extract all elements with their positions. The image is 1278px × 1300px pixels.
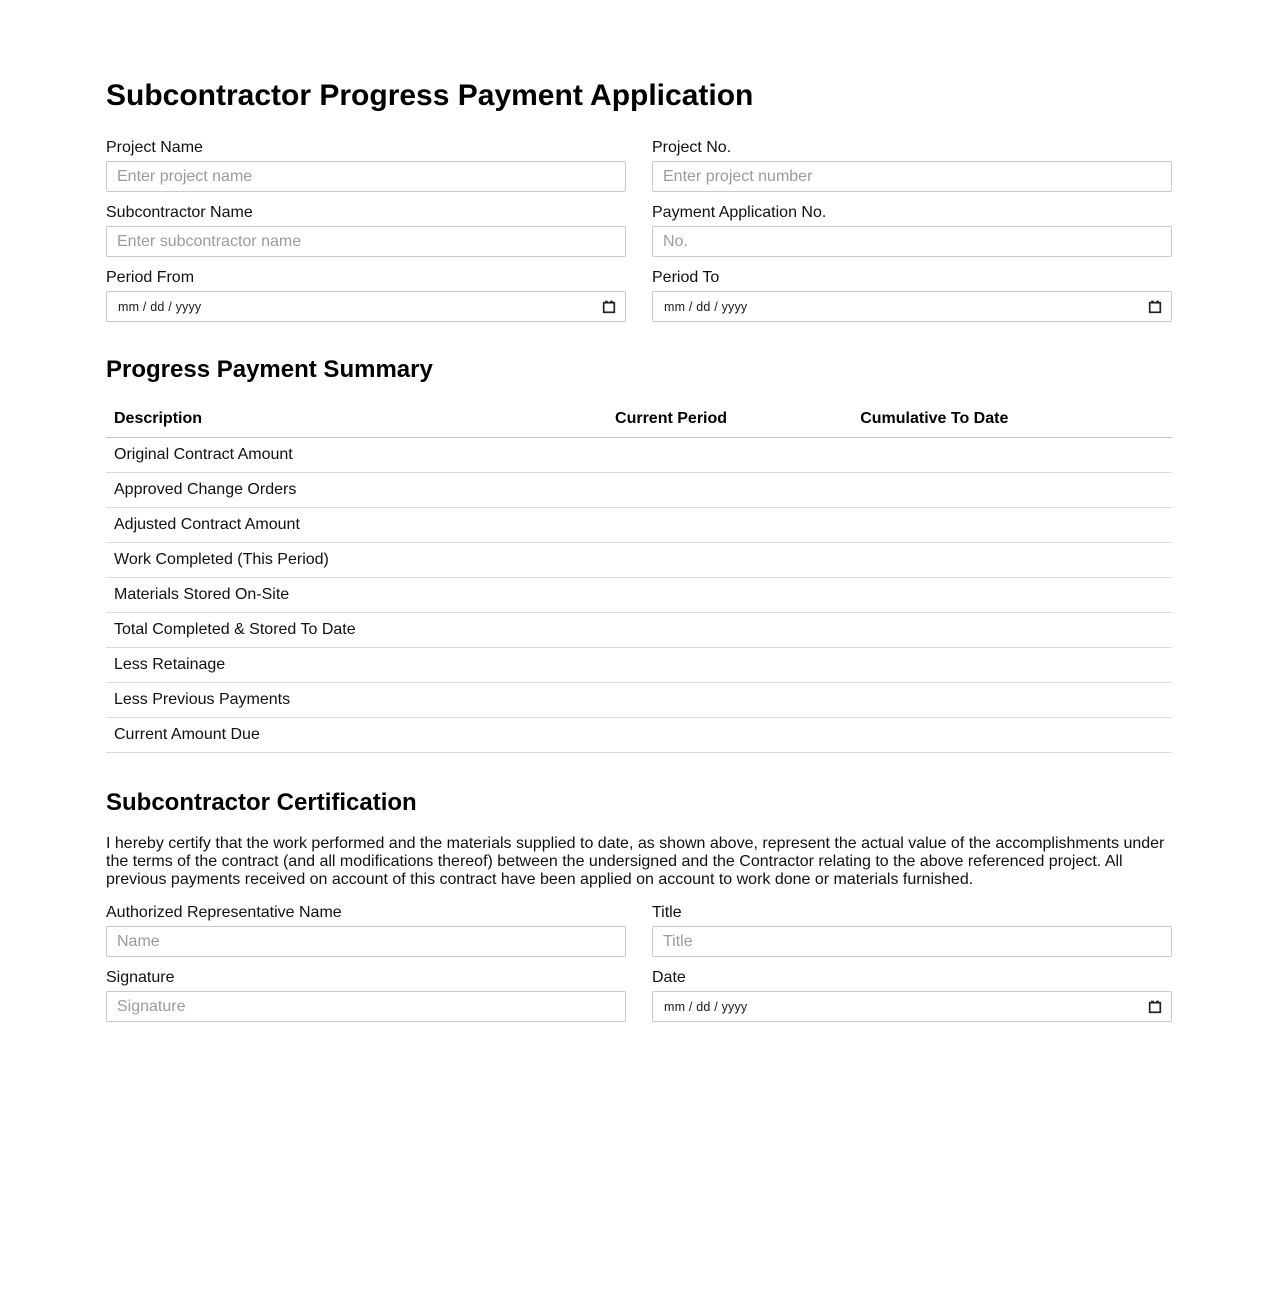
table-row bbox=[106, 543, 1172, 578]
table-row bbox=[106, 718, 1172, 753]
cell-cumulative-to-date bbox=[852, 683, 1172, 718]
title-label: Title bbox=[652, 904, 682, 921]
cell-current-period bbox=[607, 508, 852, 543]
column-header-current-period: Current Period bbox=[607, 402, 852, 438]
cell-cumulative-to-date bbox=[852, 508, 1172, 543]
period-to-date-value: mm / dd / yyyy bbox=[664, 299, 748, 314]
payment-application-no-input[interactable] bbox=[652, 226, 1172, 257]
field-authorized-representative-name bbox=[106, 904, 626, 957]
cell-current-period bbox=[607, 473, 852, 508]
period-from-label: Period From bbox=[106, 269, 195, 286]
certification-date-input[interactable] bbox=[652, 991, 1172, 1022]
certification-date-value: mm / dd / yyyy bbox=[664, 999, 748, 1014]
cell-cumulative-to-date bbox=[852, 718, 1172, 753]
cell-current-period bbox=[607, 718, 852, 753]
project-no-label: Project No. bbox=[652, 139, 732, 156]
table-row bbox=[106, 578, 1172, 613]
cell-cumulative-to-date bbox=[852, 543, 1172, 578]
field-signature bbox=[106, 969, 626, 1022]
row-description: Less Retainage bbox=[106, 648, 607, 683]
date-label: Date bbox=[652, 969, 686, 986]
summary-table bbox=[106, 402, 1172, 753]
summary-heading: Progress Payment Summary bbox=[106, 356, 433, 383]
cell-cumulative-to-date bbox=[852, 613, 1172, 648]
table-row bbox=[106, 473, 1172, 508]
period-to-label: Period To bbox=[652, 269, 720, 286]
subcontractor-name-label: Subcontractor Name bbox=[106, 204, 253, 221]
certification-text: I hereby certify that the work performed and the materials supplied to date, as shown above, represent the actual value of the accomplishments under the terms of the contract (and all modifications thereof) between the undersigned and the Contractor relating to the above referenced project. All previous payments received on account of this contract have been applied on account to work done or materials furnished. bbox=[106, 835, 1165, 888]
row-description: Materials Stored On-Site bbox=[106, 578, 607, 613]
title-input[interactable] bbox=[652, 926, 1172, 957]
calendar-icon[interactable] bbox=[1148, 300, 1162, 314]
table-row bbox=[106, 613, 1172, 648]
row-description: Original Contract Amount bbox=[106, 438, 607, 473]
signature-input[interactable] bbox=[106, 991, 626, 1022]
cell-current-period bbox=[607, 683, 852, 718]
calendar-icon[interactable] bbox=[1148, 1000, 1162, 1014]
field-period-to bbox=[652, 269, 1172, 322]
field-date bbox=[652, 969, 1172, 1022]
cell-current-period bbox=[607, 613, 852, 648]
cell-cumulative-to-date bbox=[852, 438, 1172, 473]
period-to-date-input[interactable] bbox=[652, 291, 1172, 322]
payment-application-no-label: Payment Application No. bbox=[652, 204, 827, 221]
row-description: Work Completed (This Period) bbox=[106, 543, 607, 578]
cell-cumulative-to-date bbox=[852, 473, 1172, 508]
row-description: Approved Change Orders bbox=[106, 473, 607, 508]
cell-current-period bbox=[607, 543, 852, 578]
signature-label: Signature bbox=[106, 969, 175, 986]
field-title bbox=[652, 904, 1172, 957]
calendar-icon[interactable] bbox=[602, 300, 616, 314]
field-period-from bbox=[106, 269, 626, 322]
project-name-input[interactable] bbox=[106, 161, 626, 192]
table-row bbox=[106, 683, 1172, 718]
field-project-name bbox=[106, 139, 626, 192]
cell-current-period bbox=[607, 648, 852, 683]
table-row bbox=[106, 648, 1172, 683]
cell-current-period bbox=[607, 578, 852, 613]
field-payment-application-no bbox=[652, 204, 1172, 257]
authorized-representative-name-input[interactable] bbox=[106, 926, 626, 957]
column-header-description: Description bbox=[106, 402, 607, 438]
table-row bbox=[106, 438, 1172, 473]
project-name-label: Project Name bbox=[106, 139, 203, 156]
page-title: Subcontractor Progress Payment Application bbox=[106, 79, 754, 112]
row-description: Less Previous Payments bbox=[106, 683, 607, 718]
summary-header-row bbox=[106, 402, 1172, 438]
progress-payment-summary-section bbox=[106, 356, 1172, 753]
field-project-no bbox=[652, 139, 1172, 192]
subcontractor-certification-section bbox=[106, 789, 1172, 1034]
cell-cumulative-to-date bbox=[852, 648, 1172, 683]
certification-heading: Subcontractor Certification bbox=[106, 789, 417, 816]
cell-cumulative-to-date bbox=[852, 578, 1172, 613]
row-description: Total Completed & Stored To Date bbox=[106, 613, 607, 648]
period-from-date-input[interactable] bbox=[106, 291, 626, 322]
table-row bbox=[106, 508, 1172, 543]
cell-current-period bbox=[607, 438, 852, 473]
column-header-cumulative-to-date: Cumulative To Date bbox=[852, 402, 1172, 438]
project-no-input[interactable] bbox=[652, 161, 1172, 192]
header-form bbox=[106, 139, 1172, 334]
subcontractor-name-input[interactable] bbox=[106, 226, 626, 257]
certification-form bbox=[106, 904, 1172, 1034]
period-from-date-value: mm / dd / yyyy bbox=[118, 299, 202, 314]
authorized-representative-name-label: Authorized Representative Name bbox=[106, 904, 342, 921]
field-subcontractor-name bbox=[106, 204, 626, 257]
row-description: Current Amount Due bbox=[106, 718, 607, 753]
row-description: Adjusted Contract Amount bbox=[106, 508, 607, 543]
